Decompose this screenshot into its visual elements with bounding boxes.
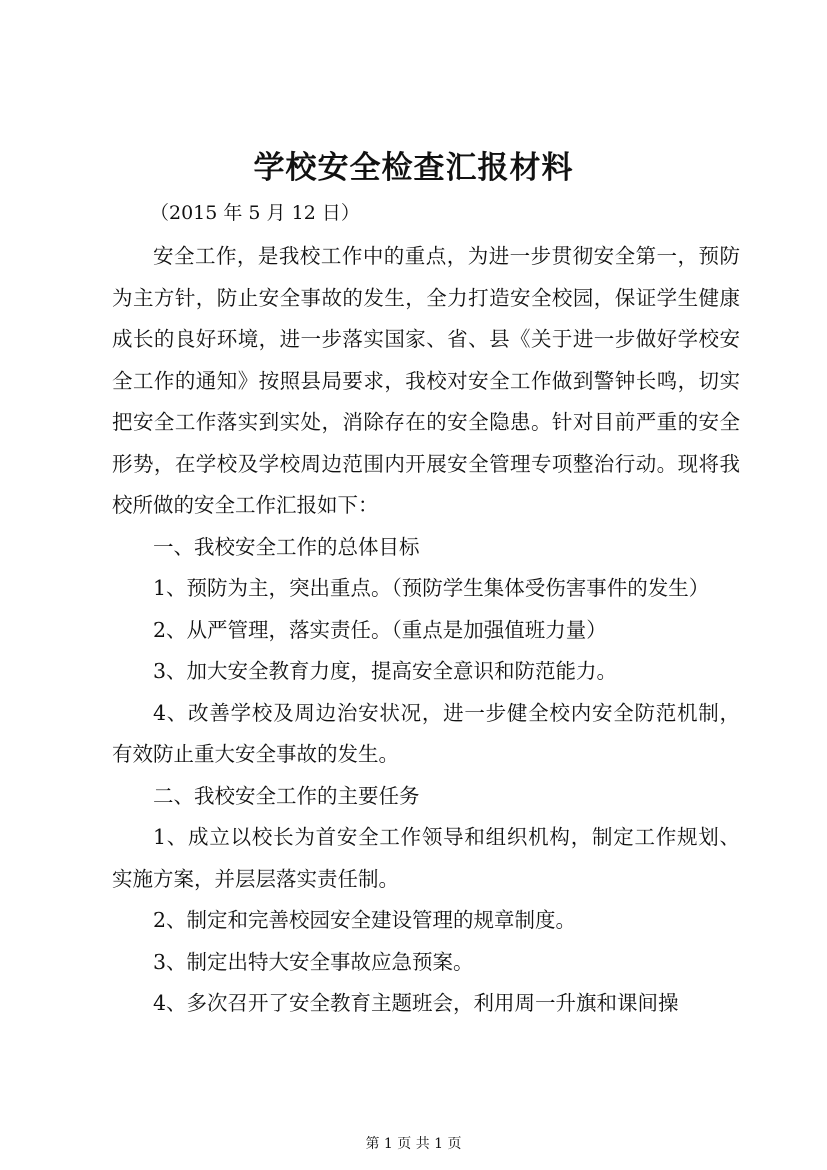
goal-item-3: 3、加大安全教育力度，提高安全意识和防范能力。 xyxy=(153,659,618,683)
task-item-2: 2、制定和完善校园安全建设管理的规章制度。 xyxy=(153,908,577,932)
goal-item-2: 2、从严管理，落实责任。（重点是加强值班力量） xyxy=(153,617,607,642)
document-body xyxy=(112,236,740,1025)
task-item-4: 4、多次召开了安全教育主题班会，利用周一升旗和课间操 xyxy=(153,991,679,1015)
section-heading-goals: 一、我校安全工作的总体目标 xyxy=(153,534,420,559)
paragraph-intro: 安全工作，是我校工作中的重点，为进一步贯彻安全第一，预防为主方针，防止安全事故的发生，全力打造安全校园，保证学生健康成长的良好环境，进一步落实国家、省、县《关于进一步做好学校安全工作的通知》按照县局要求，我校对安全工作做到警钟长鸣，切实把安全工作落实到实处，消除存在的安全隐患。针对目前严重的安全形势，在学校及学校周边范围内开展安全管理专项整治行动。现将我校所做的安全工作汇报如下： xyxy=(112,244,740,517)
goal-item-4: 4、改善学校及周边治安状况，进一步健全校内安全防范机制，有效防止重大安全事故的发生。 xyxy=(112,700,740,766)
document-title: 学校安全检查汇报材料 xyxy=(253,150,574,186)
document-date: （2015 年 5 月 12 日） xyxy=(150,202,360,224)
task-item-1: 1、成立以校长为首安全工作领导和组织机构，制定工作规划、实施方案，并层层落实责任制。 xyxy=(112,825,740,891)
task-item-3: 3、制定出特大安全事故应急预案。 xyxy=(153,949,474,974)
goal-item-1: 1、预防为主，突出重点。（预防学生集体受伤害事件的发生） xyxy=(153,576,710,600)
page-footer: 第 1 页 共 1 页 xyxy=(365,1136,462,1152)
section-heading-tasks: 二、我校安全工作的主要任务 xyxy=(153,783,420,808)
